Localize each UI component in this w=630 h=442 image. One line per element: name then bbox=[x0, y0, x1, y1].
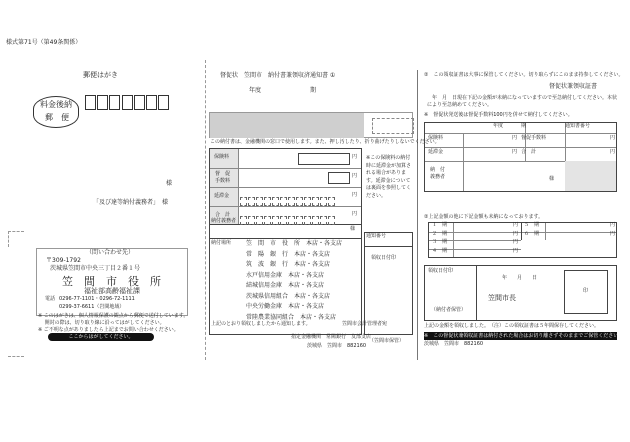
bank-item: 水戸信用金庫 本店・各支店 bbox=[246, 271, 325, 279]
late-fee-value-field[interactable] bbox=[240, 191, 348, 203]
right-period: 期 bbox=[521, 123, 527, 129]
right-unit-yen: 円 bbox=[512, 135, 518, 141]
payer-storage-label: （納付者保管） bbox=[431, 307, 467, 313]
mayor-label: 笠間市長 bbox=[488, 294, 516, 302]
right-receipt-date-label: 領収日付印 bbox=[428, 268, 454, 274]
inquiry-phone2: 0299-37-6611（岩間地域） bbox=[59, 304, 125, 310]
notice-number-label: 通知番号 bbox=[366, 233, 387, 239]
row-label-late-fee: 延滞金 bbox=[214, 193, 230, 199]
installment-2: ２ 期 bbox=[432, 230, 448, 237]
footer-receipt-text: 上記のとおり領収しましたから通知します。 bbox=[211, 321, 311, 327]
amount-table bbox=[209, 148, 362, 225]
addressee-title: 様 bbox=[166, 180, 173, 187]
peel-here-banner[interactable] bbox=[48, 333, 154, 341]
late-fee-notice: ※この保険料の納付時に延滞金が加算される場合があります。延滞金については裏面を参照してください。 bbox=[366, 155, 412, 199]
installment-yen: 円 bbox=[513, 239, 519, 245]
inquiry-phone1: 0296-77-1101・0296-72-1111 bbox=[59, 296, 135, 302]
row-label-fee: 督 促 手数料 bbox=[215, 171, 231, 184]
note-line-2: 開封の際は、切り取り線に沿ってはがしてください。 bbox=[38, 320, 165, 326]
bank-item: 常陸農業協同組合 本店・各支店 bbox=[246, 313, 337, 321]
left-panel bbox=[0, 0, 205, 442]
postcard-label: 郵便はがき bbox=[83, 71, 118, 79]
installment-yen: 円 bbox=[610, 230, 616, 237]
installment-table bbox=[428, 222, 617, 258]
right-payer-suffix: 様 bbox=[549, 176, 555, 182]
bank-item: 茨城県信用組合 本店・各支店 bbox=[246, 292, 331, 300]
row-label-premium: 保険料 bbox=[214, 154, 230, 160]
installment-4: ４ 期 bbox=[432, 247, 448, 254]
right-top-note: ② この領収証書は大事に保管してください。切り取らずにこのまま持参してください。 bbox=[424, 72, 624, 78]
installment-5: ５ 期 bbox=[524, 222, 540, 228]
note-line-3: ※ ご不明な点がありましたら上記までお問い合わせください。 bbox=[38, 327, 179, 333]
right-notice-number: 通知書番号 bbox=[565, 123, 591, 129]
right-footer-note: 上記の金額を領収しました。 （注）この領収証書は５年間保存してください。 bbox=[424, 323, 600, 329]
top-input-box bbox=[209, 112, 413, 138]
right-row-label-late-fee: 延滞金 bbox=[428, 149, 444, 155]
installment-title: ②上記金額の他に下記金額も未納になっております。 bbox=[424, 214, 544, 220]
bank-item: 常 陽 銀 行 本店・各支店 bbox=[246, 250, 331, 258]
right-row-label-fee: 督促手数料 bbox=[521, 135, 547, 141]
cut-mark bbox=[8, 356, 24, 357]
top-dashed-slot bbox=[372, 118, 414, 134]
postage-stamp-line2: 郵 便 bbox=[45, 113, 69, 122]
bank-item: 筑 波 銀 行 本店・各支店 bbox=[246, 261, 331, 268]
bank-item: 中央労働金庫 本店・各支店 bbox=[246, 303, 325, 310]
right-footer-code: 茨城県 笠間市 882160 bbox=[424, 341, 484, 347]
city-storage-label: （笠間市保管） bbox=[369, 338, 405, 344]
right-unit-yen: 円 bbox=[610, 149, 616, 155]
form-number: 様式第71号（第49条関係） bbox=[6, 39, 82, 46]
bank-item: 笠 間 市 役 所 本店・各支店 bbox=[246, 240, 343, 247]
note-line-1: ※ このはがきは、個人情報保護の観点から郵便で送付しています。 bbox=[38, 313, 189, 319]
seal-label: 印 bbox=[583, 288, 589, 294]
right-unit-yen: 円 bbox=[610, 135, 616, 141]
installment-3: ３ 期 bbox=[432, 239, 448, 245]
right-date-label: 年 月 日 bbox=[502, 275, 538, 281]
right-body-text-1: 年 月 日現在下記の金額が未納になっていますので至急納付してください。本状により至急納めてください。 bbox=[427, 95, 618, 108]
peel-label: ここからはがしてください。 bbox=[68, 334, 134, 340]
installment-yen: 円 bbox=[513, 247, 519, 254]
inquiry-address: 茨城県笠間市中央三丁目２番１号 bbox=[50, 265, 141, 272]
black-notice-text: ※ この督促状兼領収証書は納付された場合はお切り離さずそのままでご保管ください。 bbox=[424, 333, 624, 339]
right-fiscal-year: 年度 bbox=[493, 123, 504, 129]
inquiry-office-name: 笠 間 市 役 所 bbox=[62, 275, 161, 288]
unit-yen: 円 bbox=[352, 211, 358, 217]
premium-value-field[interactable] bbox=[298, 153, 350, 165]
installment-yen: 円 bbox=[513, 230, 519, 237]
inquiry-department: 福祉部高齢福祉課 bbox=[84, 287, 140, 295]
black-notice-bar bbox=[424, 332, 624, 340]
middle-instruction: この納付書は、金融機関の窓口で使用します。また、押し汚したり、折り曲げたりしないでください。 bbox=[210, 139, 440, 145]
right-amount-table bbox=[424, 122, 617, 192]
installment-6: ６ 期 bbox=[524, 230, 540, 237]
right-title: 督促状兼領収証書 bbox=[549, 83, 598, 90]
middle-fiscal-year: 年度 bbox=[249, 87, 262, 94]
right-row-label-premium: 保険料 bbox=[428, 135, 444, 141]
row-label-total: 合 計 bbox=[215, 212, 231, 218]
installment-yen: 円 bbox=[513, 222, 519, 228]
cut-mark bbox=[8, 231, 9, 247]
right-payer-label: 納 付 義務者 bbox=[430, 167, 446, 180]
total-value-field[interactable] bbox=[240, 210, 348, 222]
receipt-stamp-area bbox=[364, 232, 413, 335]
inquiry-title: （問い合わせ先） bbox=[86, 249, 135, 256]
footer-bank-text: 指定金融機関 常陽銀行 友部支店 bbox=[291, 334, 372, 340]
cut-mark bbox=[8, 231, 24, 232]
bank-item: 結城信用金庫 本店・各支店 bbox=[246, 282, 325, 289]
addressee-name: 「及び達等納付義務者」 様 bbox=[93, 199, 169, 206]
postage-stamp-line1: 料金後納 bbox=[40, 100, 72, 109]
right-panel bbox=[418, 60, 623, 360]
unit-yen: 円 bbox=[352, 173, 358, 179]
middle-title: 督促状 笠間市 納付書兼領収済通知書 ① bbox=[220, 72, 336, 79]
right-unit-yen: 円 bbox=[512, 149, 518, 155]
bank-list bbox=[246, 239, 362, 323]
payer-label: 納付義務者 bbox=[211, 218, 237, 224]
footer-city-text: 笠間市会計管理者宛 bbox=[342, 321, 388, 327]
receipt-date-label: 領収日付印 bbox=[371, 255, 397, 261]
unit-yen: 円 bbox=[352, 154, 358, 160]
inquiry-postal-code: 〒309-1792 bbox=[46, 257, 81, 264]
unit-yen: 円 bbox=[352, 192, 358, 198]
right-row-label-total: 合 計 bbox=[521, 149, 537, 155]
right-body-text-2: ※ 督促状発送後は督促手数料100円を併せて納付してください。 bbox=[424, 112, 573, 118]
fee-value-field[interactable] bbox=[328, 172, 350, 184]
installment-yen: 円 bbox=[610, 222, 616, 228]
installment-1: １ 期 bbox=[432, 222, 448, 228]
middle-period: 期 bbox=[310, 87, 317, 94]
payer-row bbox=[209, 225, 362, 239]
payer-suffix: 様 bbox=[350, 226, 356, 232]
footer-code: 茨城県 笠間市 882160 bbox=[307, 343, 367, 349]
inquiry-phone-label: 電話 bbox=[45, 296, 56, 302]
payment-place-label: 納付場所 bbox=[211, 240, 232, 246]
